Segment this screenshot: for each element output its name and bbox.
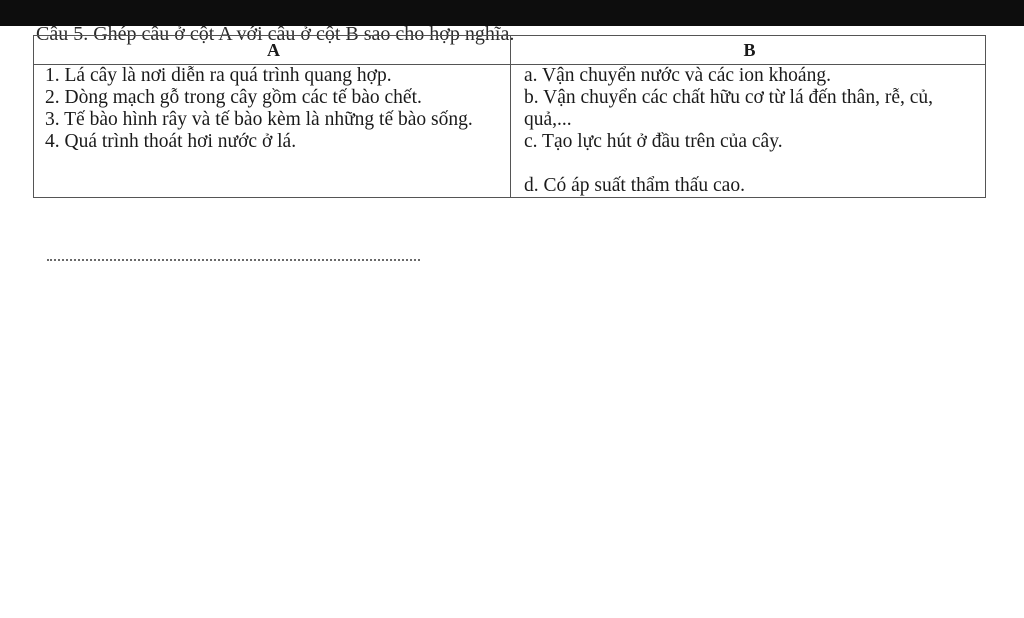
option-a: a. Vận chuyển nước và các ion khoáng. xyxy=(524,65,831,86)
table-header-row xyxy=(34,36,986,65)
column-a-header: A xyxy=(34,36,511,65)
option-d: d. Có áp suất thẩm thấu cao. xyxy=(524,175,745,196)
statement-4: 4. Quá trình thoát hơi nước ở lá. xyxy=(45,131,297,152)
answer-dotted-line xyxy=(47,259,420,261)
statement-2: 2. Dòng mạch gỗ trong cây gồm các tế bào chết. xyxy=(45,87,422,108)
table-row xyxy=(34,65,986,198)
statement-1: 1. Lá cây là nơi diễn ra quá trình quang hợp. xyxy=(45,65,392,86)
column-a-cell xyxy=(34,65,511,198)
column-b-cell xyxy=(511,65,986,198)
option-c: c. Tạo lực hút ở đầu trên của cây. xyxy=(524,131,783,152)
question-heading-text: Câu 5. Ghép câu ở cột A với câu ở cột B sao cho hợp nghĩa. xyxy=(36,23,515,45)
matching-table xyxy=(33,35,986,198)
statement-3: 3. Tế bào hình rây và tế bào kèm là những tế bào sống. xyxy=(45,109,473,130)
column-b-header: B xyxy=(511,36,986,65)
question-heading xyxy=(36,14,515,45)
option-b: b. Vận chuyển các chất hữu cơ từ lá đến thân, rễ, củ, quả,... xyxy=(524,87,934,130)
